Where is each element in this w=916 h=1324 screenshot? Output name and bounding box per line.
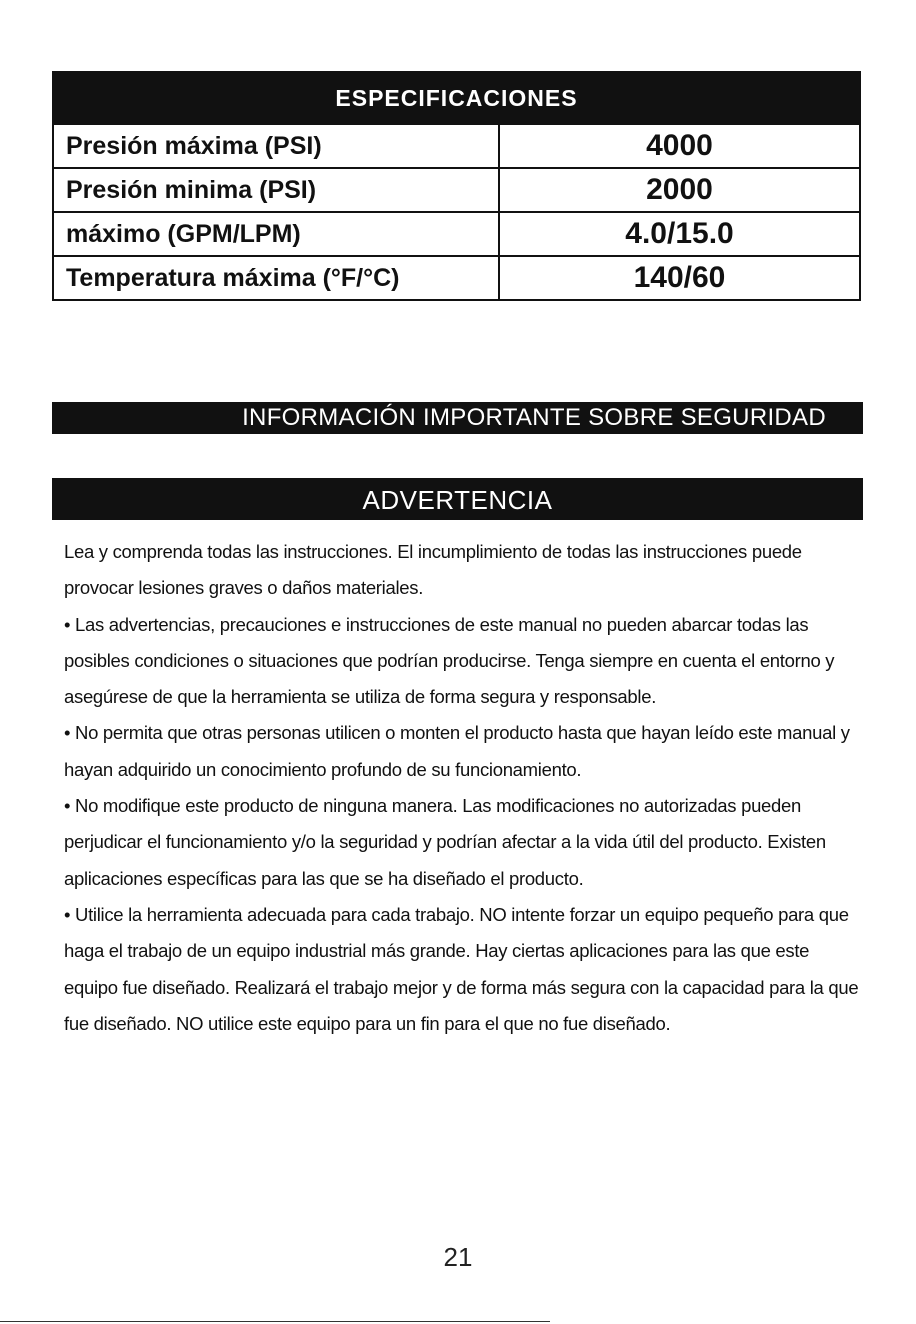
page-number: 21 <box>443 1242 473 1272</box>
bullet-paragraph: • Utilice la herramienta adecuada para cada trabajo. NO intente forzar un equipo pequeño para que haga el trabajo de un equipo industrial más grande. Hay ciertas aplicaciones para las que este equipo fue diseñado. Realizará el trabajo mejor y de forma más segura con la capacidad para la que fue diseñado. NO utilice este equipo para un fin para el que no fue diseñado. <box>64 903 859 1034</box>
specifications-table <box>52 71 861 301</box>
table-row <box>53 124 860 168</box>
bottom-divider <box>0 1321 550 1322</box>
warning-body <box>64 534 864 1042</box>
spec-label: Presión máxima (PSI) <box>53 124 499 168</box>
bullet-paragraph: • No modifique este producto de ninguna manera. Las modificaciones no autorizadas pueden perjudicar el funcionamiento y/o la seguridad y podrían afectar a la vida útil del producto. Existen aplicaciones específicas para las que se ha diseñado el producto. <box>64 795 826 889</box>
bullet-paragraph: • No permita que otras personas utilicen o monten el producto hasta que hayan leído este manual y hayan adquirido un conocimiento profundo de su funcionamiento. <box>64 722 850 780</box>
table-row <box>53 256 860 300</box>
spec-label: máximo (GPM/LPM) <box>53 212 499 256</box>
spec-value: 2000 <box>499 168 860 212</box>
specifications-header: ESPECIFICACIONES <box>53 72 860 124</box>
spec-value: 4.0/15.0 <box>499 212 860 256</box>
spec-value: 4000 <box>499 124 860 168</box>
spec-label: Temperatura máxima (°F/°C) <box>53 256 499 300</box>
paragraph: Lea y comprenda todas las instrucciones. El incumplimiento de todas las instrucciones puede provocar lesiones graves o daños materiales. <box>64 541 802 599</box>
bullet-paragraph: • Las advertencias, precauciones e instrucciones de este manual no pueden abarcar todas las posibles condiciones o situaciones que podrían producirse. Tenga siempre en cuenta el entorno y asegúrese de que la herramienta se utiliza de forma segura y responsable. <box>64 613 835 708</box>
table-row <box>53 212 860 256</box>
spec-label: Presión minima (PSI) <box>53 168 499 212</box>
warning-banner: ADVERTENCIA <box>52 478 863 520</box>
safety-info-banner: INFORMACIÓN IMPORTANTE SOBRE SEGURIDAD <box>52 402 863 434</box>
table-row <box>53 168 860 212</box>
spec-value: 140/60 <box>499 256 860 300</box>
